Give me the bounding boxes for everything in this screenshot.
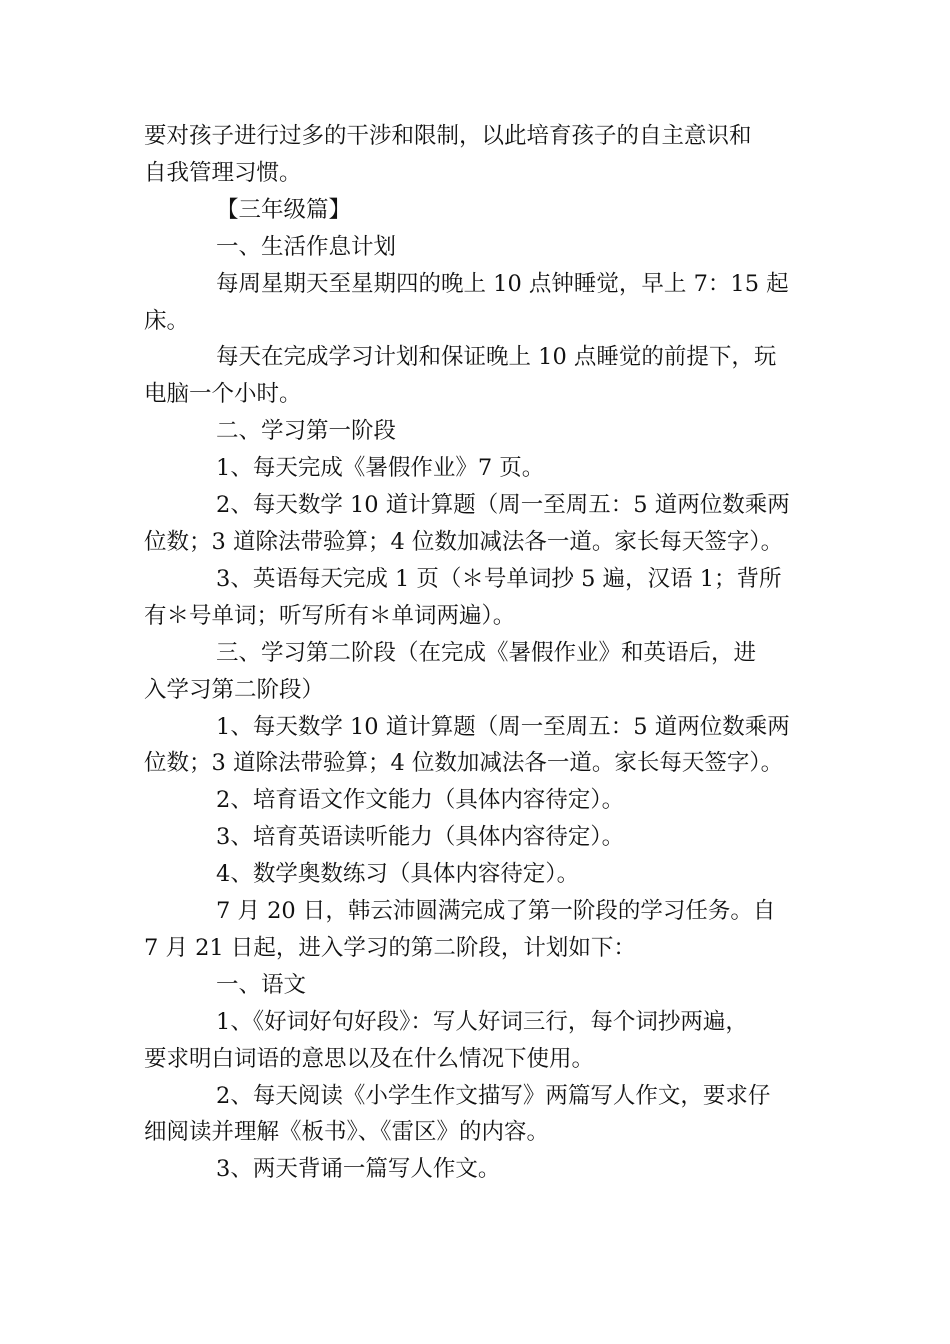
list-item-math-exercises-stage-two: 1、每天数学 10 道计算题（周一至周五：5 道两位数乘两 位数；3 道除法带验算；4 位数加减法各一道。家长每天签字）。: [144, 713, 790, 777]
heading-study-stage-two: 三、学习第二阶段（在完成《暑假作业》和英语后，进 入学习第二阶段）: [144, 639, 757, 703]
paragraph-intro-continuation: 要对孩子进行过多的干涉和限制，以此培育孩子的自主意识和 自我管理习惯。: [144, 123, 752, 186]
list-item-english-listening: 3、培育英语读听能力（具体内容待定）。: [216, 824, 625, 851]
paragraph-progress-note: 7 月 20 日，韩云沛圆满完成了第一阶段的学习任务。自 7 月 21 日起，进入学习的第二阶段，计划如下：: [144, 898, 776, 961]
heading-chinese: 一、语文: [216, 971, 307, 998]
list-item-math-olympiad: 4、数学奥数练习（具体内容待定）。: [216, 861, 580, 888]
document-body: [144, 118, 808, 1188]
list-item-good-words: 1、《好词好句好段》：写人好词三行，每个词抄两遍， 要求明白词语的意思以及在什么情况下使用。: [144, 1008, 748, 1072]
section-heading-grade-three: 【三年级篇】: [216, 196, 352, 223]
list-item-reading-essays: 2、每天阅读《小学生作文描写》两篇写人作文，要求仔 细阅读并理解《板书》、《雷区》的内容。: [144, 1082, 771, 1146]
heading-study-stage-one: 二、学习第一阶段: [216, 418, 397, 445]
list-item-summer-homework: 1、每天完成《暑假作业》7 页。: [216, 455, 545, 482]
list-item-english-daily: 3、英语每天完成 1 页（＊号单词抄 5 遍，汉语 1；背所 有＊号单词；听写所有＊单词两遍）。: [144, 565, 782, 629]
paragraph-computer-time: 每天在完成学习计划和保证晚上 10 点睡觉的前提下，玩 电脑一个小时。: [144, 344, 777, 408]
heading-daily-schedule: 一、生活作息计划: [216, 233, 397, 260]
list-item-chinese-writing: 2、培育语文作文能力（具体内容待定）。: [216, 787, 625, 814]
list-item-math-exercises: 2、每天数学 10 道计算题（周一至周五：5 道两位数乘两 位数；3 道除法带验算；4 位数加减法各一道。家长每天签字）。: [144, 492, 790, 555]
list-item-recite-essay: 3、两天背诵一篇写人作文。: [216, 1156, 501, 1183]
paragraph-sleep-schedule: 每周星期天至星期四的晚上 10 点钟睡觉，早上 7：15 起 床。: [144, 270, 789, 334]
